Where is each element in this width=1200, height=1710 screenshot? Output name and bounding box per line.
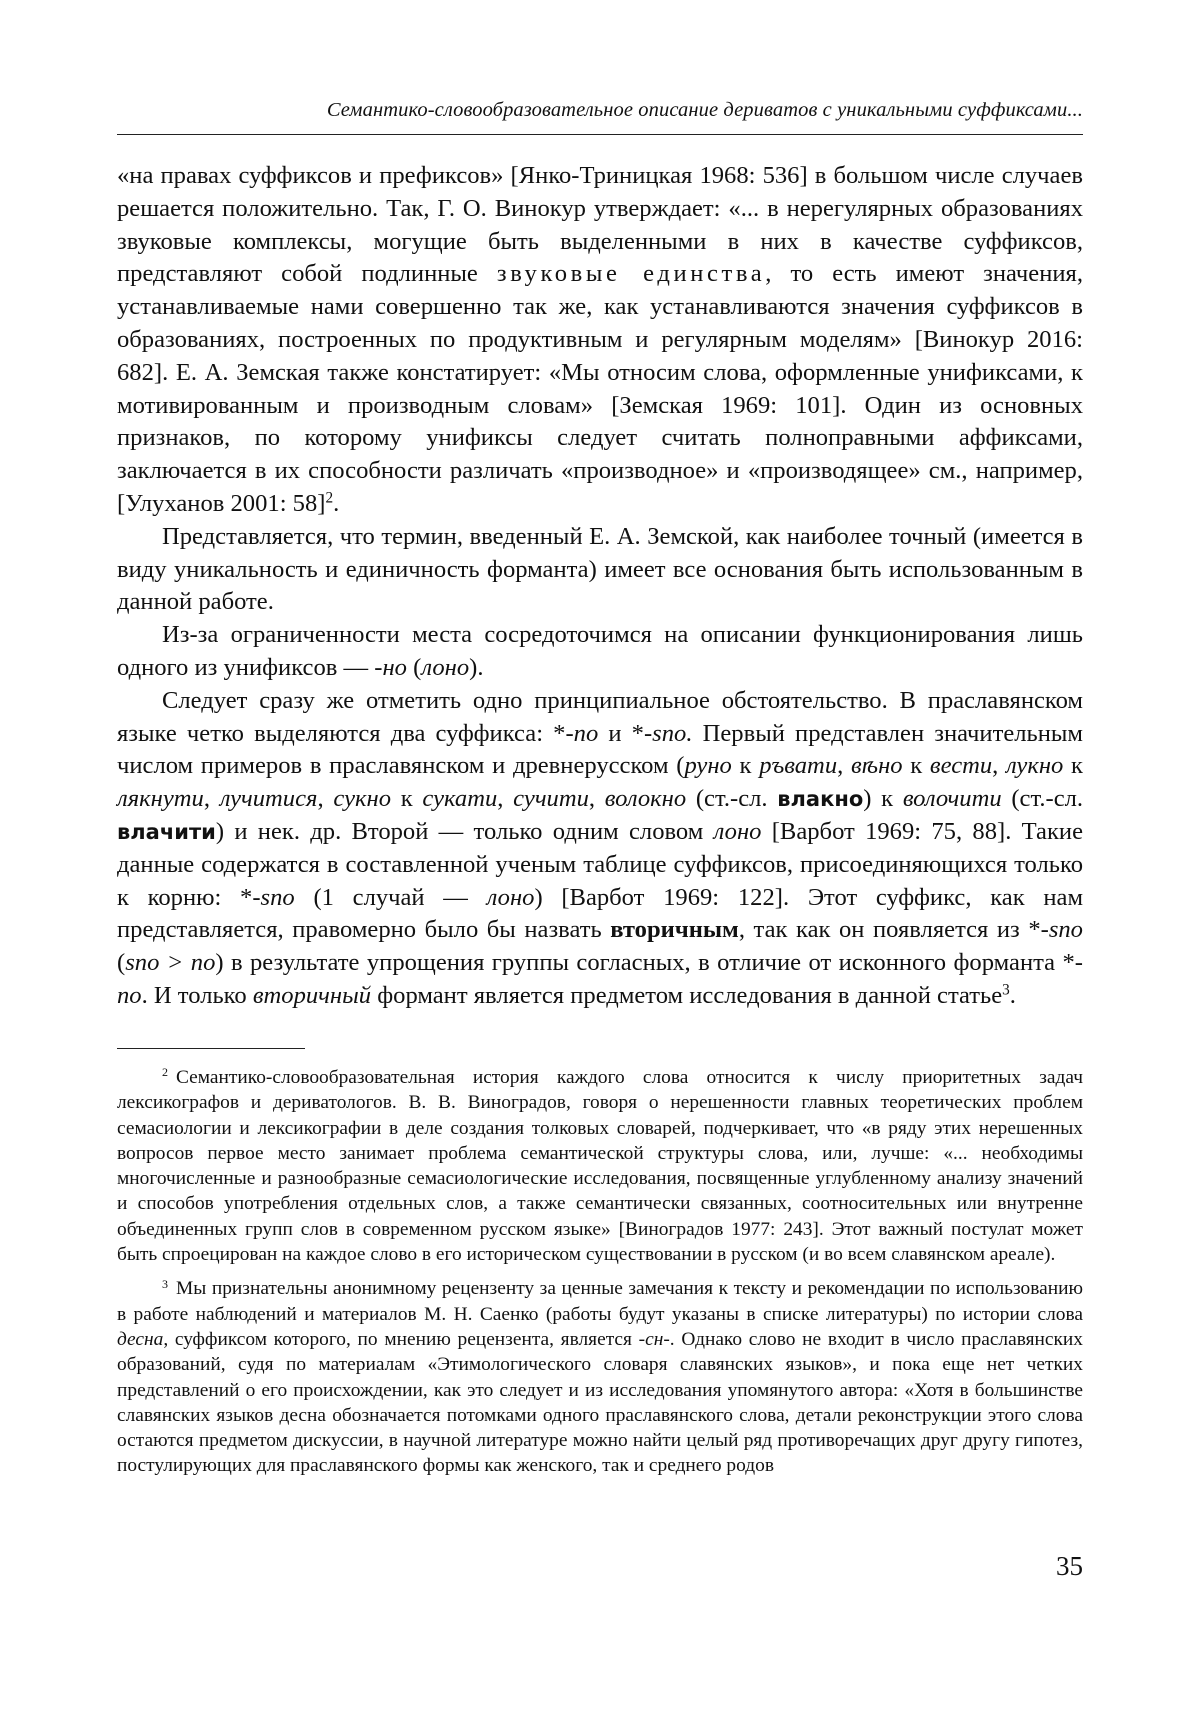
paragraph-4: Следует сразу же отметить одно принципиальное обстоятельство. В праславянском языке четко выделяются два суффикса: *-no и *-sno. Первый представлен значительным числом примеров в праславянском и древнерусском (руно к ръвати, вѣно к вести, лукно к лякнути, лучитися, сукно к сукати, сучити, волокно (ст.-сл. влакно) к волочити (ст.-сл. влачити) и нек. др. Второй — только одним словом лоно [Варбот 1969: 75, 88]. Такие данные содержатся в составленной ученым таблице суффиксов, присоединяющихся только к корню: *-sno (1 случай — лоно) [Варбот 1969: 122]. Этот суффикс, как нам представляется, правомерно было бы назвать вторичным, так как он появляется из *-sno (sno > no) в результате упрощения группы согласных, в отличие от исконного форманта *-no. И только вторичный формант является предметом исследования в данной статье$^3$.: [117, 686, 1084, 1009]
footnotes: [117, 1065, 1083, 1479]
footnote-3: $^3$ Мы признательны анонимному рецензенту за ценные замечания к тексту и рекомендации по использованию в работе наблюдений и материалов М. Н. Саенко (работы будут указаны в списке литературы) по истории слова десна, суффиксом которого, по мнению рецензента, является -сн-. Однако слово не входит в число праславянских образований, судя по материалам «Этимологического словаря славянских языков», и пока еще нет четких представлений о его происхождении, как это следует и из исследования упомянутого автора: «Хотя в большинстве славянских языков десна обозначается потомками одного праславянского слова, детали реконструкции этого слова остаются предметом дискуссии, в научной литературе можно найти целый ряд противоречащих друг другу гипотез, постулирующих для праславянского формы как женского, так и среднего родов: [117, 1276, 1083, 1477]
page-number: 35: [1056, 1551, 1083, 1581]
paragraph-1: «на правах суффиксов и префиксов» [Янко-Триницкая 1968: 536] в большом числе случаев решается положительно. Так, Г. О. Винокур утверждает: «... в нерегулярных образованиях звуковые комплексы, могущие быть выделенными в них в качестве суффиксов, представляют собой подлинные звуковые единства, то есть имеют значения, устанавливаемые нами совершенно так же, как устанавливаются значения суффиксов в образованиях, построенных по продуктивным и регулярным моделям» [Винокур 2016: 682]. Е. А. Земская также констатирует: «Мы относим слова, оформленные унификсами, к мотивированным и производным словам» [Земская 1969: 101]. Один из основных признаков, по которому унификсы следует считать полноправными аффиксами, заключается в их способности различать «производное» и «производящее» см., например, [Улуханов 2001: 58]$^2$.: [117, 162, 1083, 517]
running-head: Семантико-словообразовательное описание дериватов с уникальными суффиксами...: [326, 99, 1083, 121]
old-church-slavonic-word: влачити: [117, 819, 216, 844]
header-rule: [117, 134, 1083, 135]
footnote-mark: 2: [162, 1065, 169, 1080]
footnote-2: $^2$ Семантико-словообразовательная история каждого слова относится к числу приоритетных задач лексикографов и дериватологов. В. В. Виноградов, говоря о нерешенности главных теоретических проблем семасиологии и лексикографии в деле создания толковых словарей, подчеркивает, что «в ряду этих нерешенных вопросов первое место занимает проблема семантической структуры слова, или, лучше: «... необходимы многочисленные и разнообразные семасиологические исследования, посвященные углубленному анализу значений и способов употребления отдельных слов, а также семантически связанных, соотносительных или внутренне объединенных групп слов в современном русском языке» [Виноградов 1977: 243]. Этот важный постулат может быть спроецирован на каждое слово в его историческом существовании в русском (и во всем славянском ареале).: [117, 1065, 1083, 1266]
body-text: [117, 160, 1083, 1013]
footnote-ref-2[interactable]: 2: [325, 489, 334, 507]
footnote-rule: [117, 1048, 305, 1049]
bold-term: вторичным: [610, 916, 739, 944]
spaced-emphasis: звуковые единства: [496, 260, 766, 288]
old-church-slavonic-word: влакно: [777, 787, 864, 812]
paragraph-3: Из-за ограниченности места сосредоточимся на описании функционирования лишь одного из унификсов — -но (лоно).: [117, 621, 1083, 681]
paragraph-2: Представляется, что термин, введенный Е. А. Земской, как наиболее точный (имеется в виду уникальность и единичность форманта) имеет все основания быть использованным в данной работе.: [117, 522, 1083, 616]
footnote-ref-3[interactable]: 3: [1002, 981, 1010, 999]
footnote-mark: 3: [162, 1276, 169, 1291]
